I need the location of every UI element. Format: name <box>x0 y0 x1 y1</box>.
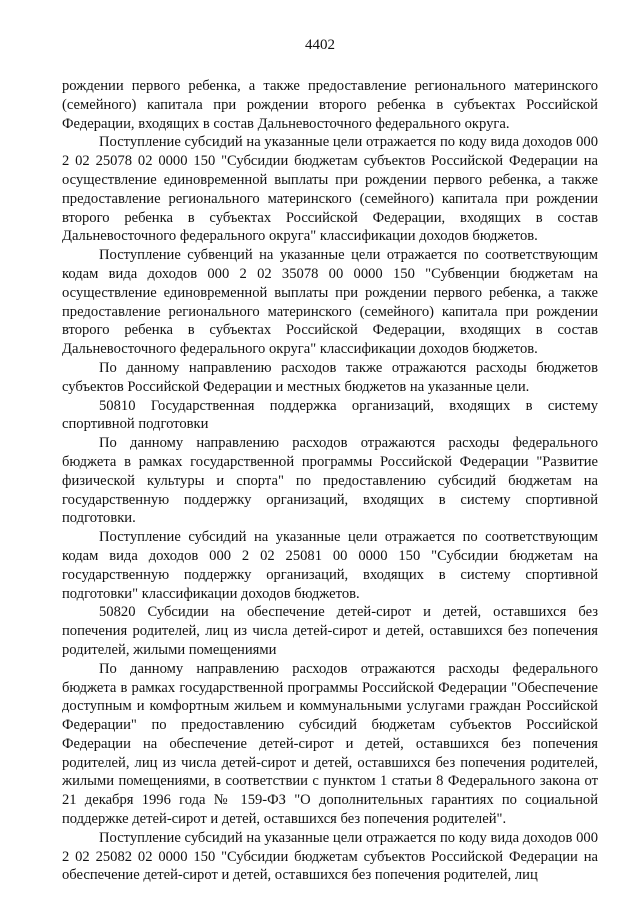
page-number: 4402 <box>305 37 335 53</box>
paragraph: По данному направлению расходов отражаются расходы федерального бюджета в рамках государственной программы Российской Федерации "Развитие физической культуры и спорта" по предоставлению субсидий бюджетам на государственную поддержку организаций, входящих в систему спортивной подготовки. <box>62 435 598 527</box>
paragraph: По данному направлению расходов отражаются расходы федерального бюджета в рамках государственной программы Российской Федерации "Обеспечение доступным и комфортным жильем и коммунальными услугами граждан Российской Федерации" по предоставлению субсидий бюджетам субъектов Российской Федерации на обеспечение детей-сирот и детей, оставшихся без попечения родителей, лиц из числа детей-сирот и детей, оставшихся без попечения родителей, жилыми помещениями, в соответствии с пунктом 1 статьи 8 Федерального закона от 21 декабря 1996 года № 159-ФЗ "О дополнительных гарантиях по социальной поддержке детей-сирот и детей, оставшихся без попечения родителей". <box>62 660 598 828</box>
paragraph: Поступление субвенций на указанные цели отражается по соответствующим кодам вида доходов 000 2 02 35078 00 0000 150 "Субвенции бюджетам на осуществление единовременной выплаты при рождении первого ребенка, а также предоставление регионального материнского (семейного) капитала при рождении второго ребенка в субъектах Российской Федерации, входящих в состав Дальневосточного федерального округа" классификации доходов бюджетов. <box>62 247 598 358</box>
paragraph: Поступление субсидий на указанные цели отражается по коду вида доходов 000 2 02 25082 02 0000 150 "Субсидии бюджетам субъектов Российской Федерации на обеспечение детей-сирот и детей, оставшихся без попечения родителей, лиц <box>62 829 598 884</box>
paragraph: Поступление субсидий на указанные цели отражается по соответствующим кодам вида доходов 000 2 02 25081 00 0000 150 "Субсидии бюджетам на государственную поддержку организаций, входящих в систему спортивной подготовки" классификации доходов бюджетов. <box>62 529 598 602</box>
paragraph: Поступление субсидий на указанные цели отражается по коду вида доходов 000 2 02 25078 02 0000 150 "Субсидии бюджетам субъектов Российской Федерации на осуществление единовременной выплаты при рождении первого ребенка, а также предоставление регионального материнского (семейного) капитала при рождении второго ребенка в субъектах Российской Федерации, входящих в состав Дальневосточного федерального округа" классификации доходов бюджетов. <box>62 134 598 245</box>
paragraph: По данному направлению расходов также отражаются расходы бюджетов субъектов Российской Федерации и местных бюджетов на указанные цели. <box>62 359 598 395</box>
section-heading: 50820 Субсидии на обеспечение детей-сирот и детей, оставшихся без попечения родителей, лиц из числа детей-сирот и детей, оставшихся без попечения родителей, жилыми помещениями <box>62 604 598 658</box>
section-heading: 50810 Государственная поддержка организаций, входящих в систему спортивной подготовки <box>62 397 598 433</box>
document-body <box>62 77 598 885</box>
paragraph: рождении первого ребенка, а также предоставление регионального материнского (семейного) капитала при рождении второго ребенка в субъектах Российской Федерации, входящих в состав Дальневосточного федерального округа. <box>62 78 598 132</box>
